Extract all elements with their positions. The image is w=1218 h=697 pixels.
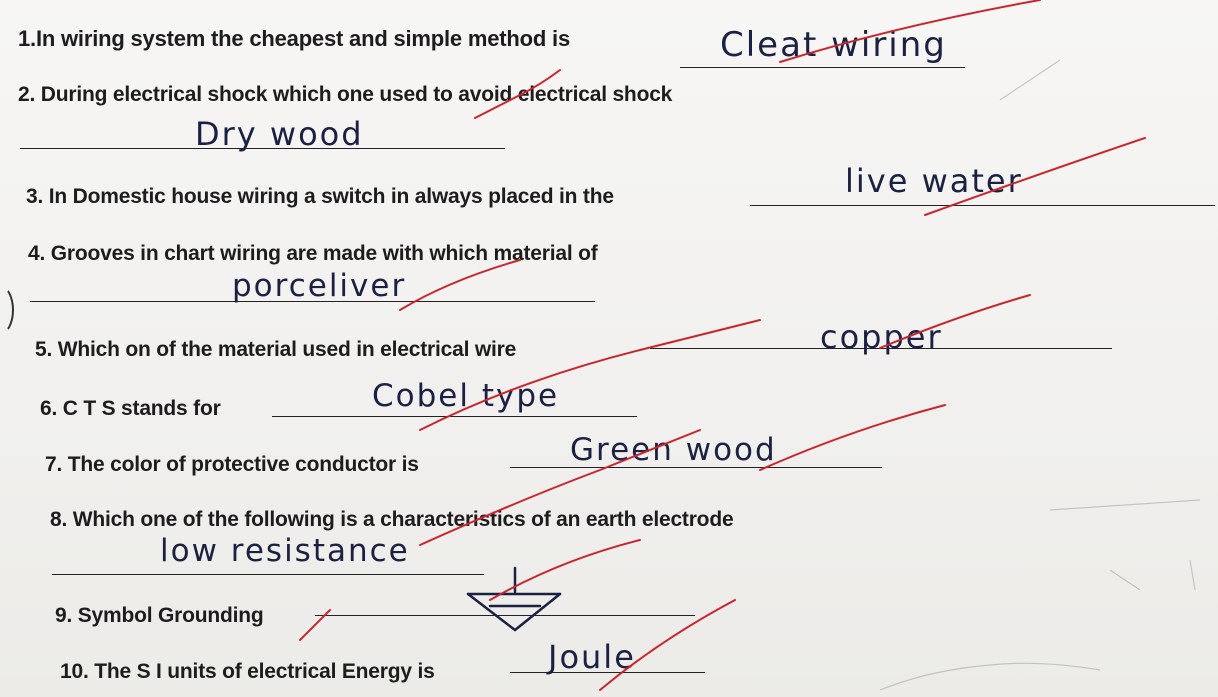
question-4: 4. Grooves in chart wiring are made with which material of [28, 242, 598, 265]
answer-2: Dry wood [195, 115, 364, 153]
question-9: 9. Symbol Grounding [55, 604, 264, 627]
question-3: 3. In Domestic house wiring a switch in always placed in the [26, 185, 614, 208]
answer-1: Cleat wiring [720, 25, 947, 65]
question-2: 2. During electrical shock which one used to avoid electrical shock [18, 83, 673, 106]
answer-4: porceliver [232, 268, 407, 304]
question-8: 8. Which one of the following is a characteristics of an earth electrode [50, 508, 734, 531]
question-10: 10. The S I units of electrical Energy is [60, 660, 435, 683]
answer-7: Green wood [570, 432, 777, 468]
question-7: 7. The color of protective conductor is [45, 453, 419, 476]
question-6: 6. C T S stands for [40, 397, 221, 420]
answer-6: Cobel type [372, 378, 560, 414]
answer-10: Joule [548, 638, 636, 676]
answer-8: low resistance [160, 533, 410, 569]
pencil-marks [880, 60, 1200, 690]
red-check-marks [300, 0, 1145, 690]
answer-3: live water [845, 162, 1023, 200]
question-5: 5. Which on of the material used in electrical wire [35, 338, 517, 361]
question-1: 1.In wiring system the cheapest and simple method is [18, 26, 570, 51]
ground-symbol-icon [468, 568, 560, 630]
answer-5: copper [820, 318, 943, 356]
